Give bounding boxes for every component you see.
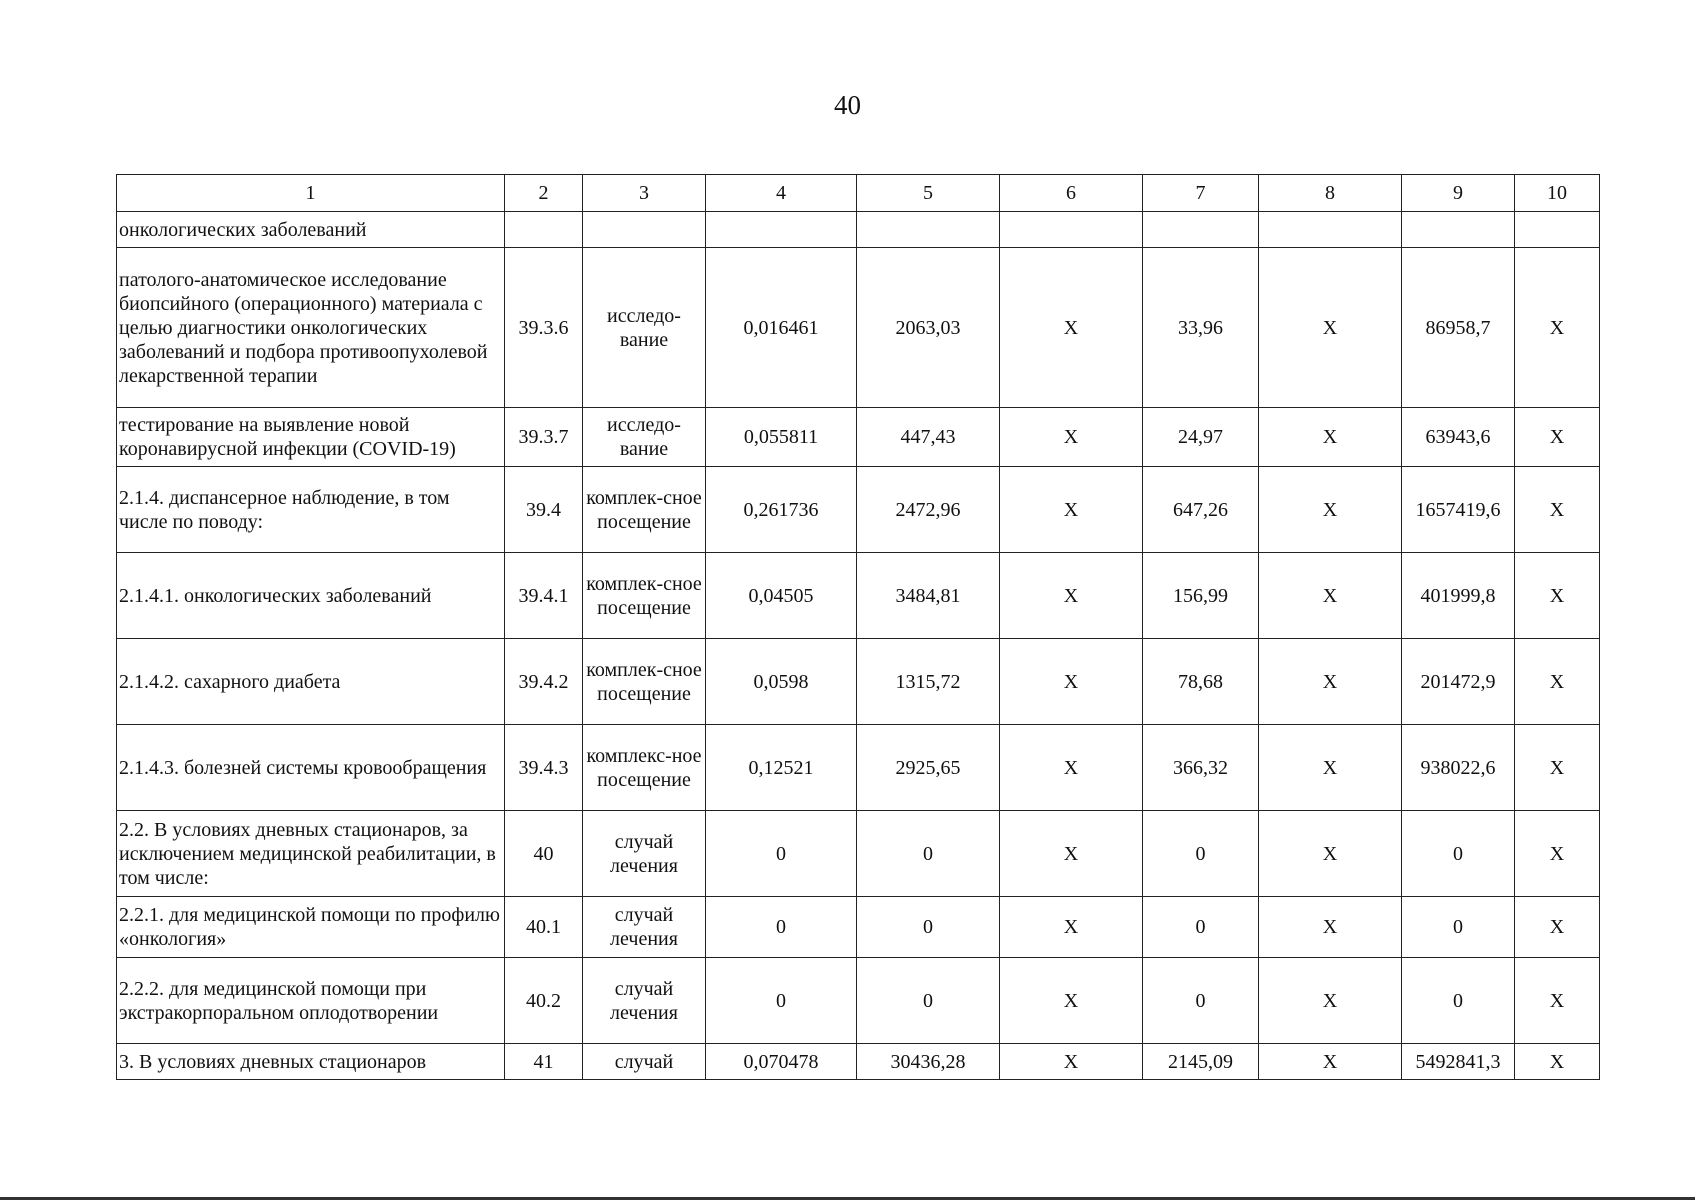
row-unit: исследо-вание <box>583 248 706 408</box>
row-unit: случай лечения <box>583 811 706 897</box>
row-name: онкологических заболеваний <box>117 212 505 248</box>
row-col-6: X <box>1000 467 1143 553</box>
column-header: 6 <box>1000 175 1143 212</box>
column-header: 4 <box>706 175 857 212</box>
row-col-5: 447,43 <box>857 408 1000 467</box>
row-col-10: X <box>1515 408 1600 467</box>
table-row <box>117 958 1600 1044</box>
table-row <box>117 1044 1600 1080</box>
row-col-7: 647,26 <box>1143 467 1259 553</box>
column-header: 8 <box>1259 175 1402 212</box>
row-col-6: X <box>1000 248 1143 408</box>
column-header: 9 <box>1402 175 1515 212</box>
row-col-5: 0 <box>857 897 1000 958</box>
row-name: 3. В условиях дневных стационаров <box>117 1044 505 1080</box>
row-unit <box>583 212 706 248</box>
row-unit: исследо-вание <box>583 408 706 467</box>
row-col-8: X <box>1259 725 1402 811</box>
row-col-9: 401999,8 <box>1402 553 1515 639</box>
row-col-7: 33,96 <box>1143 248 1259 408</box>
row-col-5: 0 <box>857 958 1000 1044</box>
row-col-10: X <box>1515 725 1600 811</box>
row-col-6: X <box>1000 725 1143 811</box>
row-col-8: X <box>1259 248 1402 408</box>
row-col-4: 0,055811 <box>706 408 857 467</box>
row-col-4: 0,070478 <box>706 1044 857 1080</box>
row-col-8: X <box>1259 639 1402 725</box>
row-unit: случай <box>583 1044 706 1080</box>
row-col-9: 0 <box>1402 897 1515 958</box>
row-col-9: 938022,6 <box>1402 725 1515 811</box>
page-number: 40 <box>834 90 861 120</box>
row-col-4 <box>706 212 857 248</box>
row-name: 2.1.4. диспансерное наблюдение, в том числе по поводу: <box>117 467 505 553</box>
row-col-8: X <box>1259 553 1402 639</box>
row-col-5 <box>857 212 1000 248</box>
row-col-4: 0,12521 <box>706 725 857 811</box>
row-name: 2.1.4.2. сахарного диабета <box>117 639 505 725</box>
row-code: 41 <box>505 1044 583 1080</box>
row-col-5: 30436,28 <box>857 1044 1000 1080</box>
row-col-7: 156,99 <box>1143 553 1259 639</box>
row-unit: комплек-сное посещение <box>583 553 706 639</box>
row-col-8: X <box>1259 467 1402 553</box>
data-table <box>116 174 1600 1080</box>
row-col-5: 2063,03 <box>857 248 1000 408</box>
table-row <box>117 408 1600 467</box>
row-col-7: 78,68 <box>1143 639 1259 725</box>
row-col-6: X <box>1000 639 1143 725</box>
row-name: патолого-анатомическое исследование биопсийного (операционного) материала с целью диагностики онкологических заболеваний и подбора противоопухолевой лекарственной терапии <box>117 248 505 408</box>
row-col-8: X <box>1259 1044 1402 1080</box>
header-row <box>117 175 1600 212</box>
row-col-10: X <box>1515 639 1600 725</box>
row-col-5: 2925,65 <box>857 725 1000 811</box>
row-col-10: X <box>1515 958 1600 1044</box>
column-header: 3 <box>583 175 706 212</box>
column-header: 1 <box>117 175 505 212</box>
row-name: 2.1.4.1. онкологических заболеваний <box>117 553 505 639</box>
row-unit: комплек-сное посещение <box>583 639 706 725</box>
row-col-6: X <box>1000 553 1143 639</box>
row-col-9: 63943,6 <box>1402 408 1515 467</box>
row-unit: комплекс-ное посещение <box>583 725 706 811</box>
row-col-4: 0 <box>706 811 857 897</box>
row-col-6 <box>1000 212 1143 248</box>
row-col-6: X <box>1000 897 1143 958</box>
row-col-10: X <box>1515 553 1600 639</box>
table-row <box>117 553 1600 639</box>
row-code: 39.3.6 <box>505 248 583 408</box>
row-col-8 <box>1259 212 1402 248</box>
table-row <box>117 248 1600 408</box>
row-code: 40.1 <box>505 897 583 958</box>
row-code: 39.4.2 <box>505 639 583 725</box>
row-code: 40 <box>505 811 583 897</box>
table-row <box>117 639 1600 725</box>
row-col-5: 0 <box>857 811 1000 897</box>
row-code <box>505 212 583 248</box>
column-header: 10 <box>1515 175 1600 212</box>
row-unit: комплек-сное посещение <box>583 467 706 553</box>
row-col-10: X <box>1515 248 1600 408</box>
row-col-9: 5492841,3 <box>1402 1044 1515 1080</box>
row-col-5: 2472,96 <box>857 467 1000 553</box>
row-col-7 <box>1143 212 1259 248</box>
row-code: 39.4.1 <box>505 553 583 639</box>
row-col-9: 1657419,6 <box>1402 467 1515 553</box>
row-col-7: 0 <box>1143 897 1259 958</box>
row-name: 2.2.2. для медицинской помощи при экстракорпоральном оплодотворении <box>117 958 505 1044</box>
row-col-4: 0,0598 <box>706 639 857 725</box>
table-row <box>117 467 1600 553</box>
table-row <box>117 897 1600 958</box>
row-unit: случай лечения <box>583 897 706 958</box>
row-name: тестирование на выявление новой коронавирусной инфекции (COVID-19) <box>117 408 505 467</box>
row-col-4: 0 <box>706 958 857 1044</box>
row-col-7: 2145,09 <box>1143 1044 1259 1080</box>
row-unit: случай лечения <box>583 958 706 1044</box>
row-col-6: X <box>1000 408 1143 467</box>
row-col-9: 0 <box>1402 958 1515 1044</box>
row-col-10: X <box>1515 1044 1600 1080</box>
row-col-9: 86958,7 <box>1402 248 1515 408</box>
row-col-10 <box>1515 212 1600 248</box>
row-code: 39.3.7 <box>505 408 583 467</box>
row-col-7: 0 <box>1143 958 1259 1044</box>
table-row <box>117 212 1600 248</box>
row-col-6: X <box>1000 958 1143 1044</box>
row-col-7: 0 <box>1143 811 1259 897</box>
row-col-7: 366,32 <box>1143 725 1259 811</box>
row-col-4: 0,04505 <box>706 553 857 639</box>
row-col-4: 0,261736 <box>706 467 857 553</box>
row-code: 40.2 <box>505 958 583 1044</box>
row-col-10: X <box>1515 467 1600 553</box>
column-header: 5 <box>857 175 1000 212</box>
row-col-6: X <box>1000 811 1143 897</box>
row-col-10: X <box>1515 811 1600 897</box>
row-col-8: X <box>1259 958 1402 1044</box>
row-col-10: X <box>1515 897 1600 958</box>
row-col-5: 3484,81 <box>857 553 1000 639</box>
row-col-7: 24,97 <box>1143 408 1259 467</box>
table-row <box>117 725 1600 811</box>
row-col-8: X <box>1259 408 1402 467</box>
row-col-8: X <box>1259 897 1402 958</box>
row-code: 39.4 <box>505 467 583 553</box>
row-col-9 <box>1402 212 1515 248</box>
row-col-5: 1315,72 <box>857 639 1000 725</box>
column-header: 2 <box>505 175 583 212</box>
row-col-6: X <box>1000 1044 1143 1080</box>
row-col-9: 201472,9 <box>1402 639 1515 725</box>
row-name: 2.2. В условиях дневных стационаров, за исключением медицинской реабилитации, в том числе: <box>117 811 505 897</box>
row-col-4: 0,016461 <box>706 248 857 408</box>
row-name: 2.2.1. для медицинской помощи по профилю «онкология» <box>117 897 505 958</box>
row-col-9: 0 <box>1402 811 1515 897</box>
column-header: 7 <box>1143 175 1259 212</box>
row-name: 2.1.4.3. болезней системы кровообращения <box>117 725 505 811</box>
table-row <box>117 811 1600 897</box>
row-col-8: X <box>1259 811 1402 897</box>
row-col-4: 0 <box>706 897 857 958</box>
row-code: 39.4.3 <box>505 725 583 811</box>
